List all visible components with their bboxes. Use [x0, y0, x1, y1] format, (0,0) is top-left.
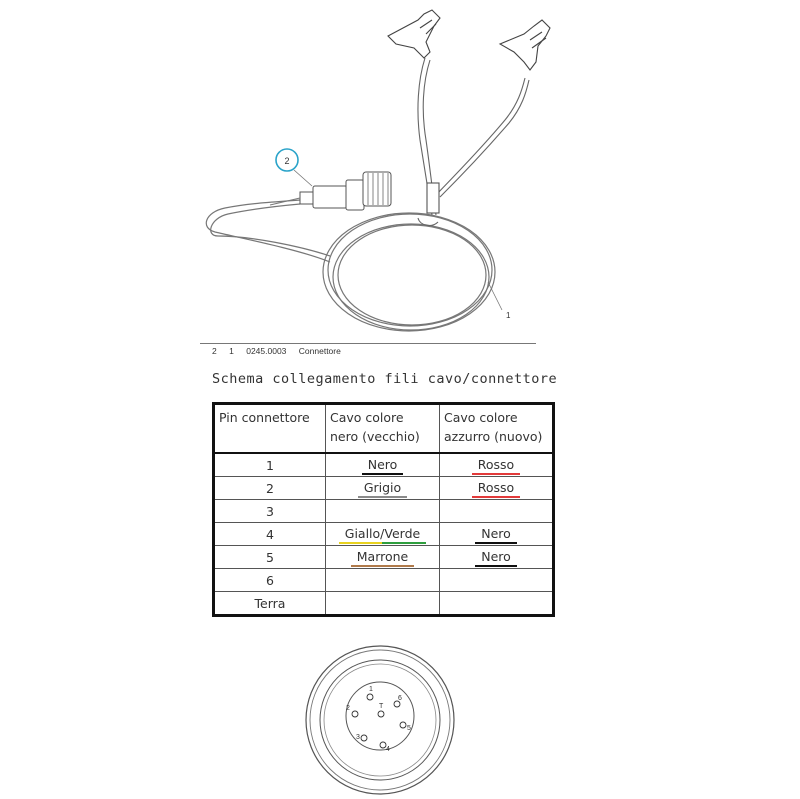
- header-pin-line1: Pin connettore: [219, 410, 310, 425]
- pin-number: 4: [214, 523, 326, 546]
- parts-qty: 1: [229, 346, 234, 356]
- callout-2-label: 2: [284, 156, 290, 166]
- pin-label-3: 3: [356, 734, 360, 741]
- header-pin: [214, 404, 326, 454]
- wire-color-label: [362, 456, 404, 474]
- wire-color-text: Nero: [481, 526, 511, 541]
- wire-color-underline: [351, 565, 415, 567]
- old-cable-color: [326, 453, 440, 477]
- table-row: [214, 569, 554, 592]
- wire-color-label: [475, 525, 517, 543]
- wire-color-label: [475, 548, 517, 566]
- old-cable-color: [326, 546, 440, 569]
- pin-number: 6: [214, 569, 326, 592]
- wire-color-text: Rosso: [477, 457, 515, 472]
- wire-color-underline: [382, 542, 426, 544]
- pin-label-1: 1: [369, 686, 373, 693]
- alligator-clip-right: [500, 20, 550, 70]
- parts-line: [212, 346, 351, 356]
- wire-color-label: [472, 456, 520, 474]
- pin-number: 3: [214, 500, 326, 523]
- clip-wires: [418, 58, 529, 225]
- header-new-line2: azzurro (nuovo): [444, 429, 543, 444]
- header-new: [440, 404, 554, 454]
- pin-number: 1: [214, 453, 326, 477]
- alligator-clip-left: [388, 10, 440, 58]
- connector-body: [270, 172, 391, 210]
- table-row: [214, 592, 554, 616]
- wire-color-underline: [472, 496, 520, 498]
- old-cable-color: [326, 592, 440, 616]
- table-row: [214, 453, 554, 477]
- header-old-line1: Cavo colore: [330, 410, 404, 425]
- wire-color-text: Rosso: [477, 480, 515, 495]
- header-old-line2: nero (vecchio): [330, 429, 420, 444]
- pin-label-6: 6: [398, 695, 402, 702]
- pin-number: 5: [214, 546, 326, 569]
- new-cable-color: [440, 569, 554, 592]
- pin-table: [212, 402, 555, 617]
- wire-color-text: Giallo/Verde: [344, 526, 421, 541]
- wire-color-underline: [472, 473, 520, 475]
- header-old: [326, 404, 440, 454]
- table-row: [214, 477, 554, 500]
- pin-table-header: [214, 404, 554, 454]
- callout-2: [276, 149, 312, 186]
- wire-color-label: [358, 479, 407, 497]
- table-row: [214, 500, 554, 523]
- parts-description: Connettore: [298, 346, 341, 356]
- old-cable-color: [326, 523, 440, 546]
- new-cable-color: [440, 546, 554, 569]
- parts-code: 0245.0003: [246, 346, 287, 356]
- old-cable-color: [326, 500, 440, 523]
- wire-color-label: [339, 525, 426, 543]
- wire-color-underline: [475, 542, 517, 544]
- wire-color-underline: [358, 496, 407, 498]
- old-cable-color: [326, 477, 440, 500]
- wire-color-text: Nero: [481, 549, 511, 564]
- wire-color-underline: [362, 473, 404, 475]
- new-cable-color: [440, 500, 554, 523]
- wire-color-underline: [339, 542, 383, 544]
- callout-1-label: 1: [506, 311, 511, 320]
- pin-label-4: 4: [386, 746, 390, 753]
- new-cable-color: [440, 523, 554, 546]
- parts-item: 2: [212, 346, 217, 356]
- pin-number: 2: [214, 477, 326, 500]
- connector-face: [306, 646, 454, 794]
- new-cable-color: [440, 592, 554, 616]
- schema-title: Schema collegamento fili cavo/connettore: [212, 371, 558, 387]
- wire-color-label: [472, 479, 520, 497]
- wire-color-text: Marrone: [356, 549, 409, 564]
- wire-color-text: Nero: [367, 457, 398, 472]
- wire-color-text: Grigio: [363, 480, 402, 495]
- wire-color-label: [351, 548, 415, 566]
- header-new-line1: Cavo colore: [444, 410, 518, 425]
- table-row: [214, 546, 554, 569]
- cable-coil: [206, 200, 495, 331]
- table-row: [214, 523, 554, 546]
- pin-number: Terra: [214, 592, 326, 616]
- wire-color-underline: [475, 565, 517, 567]
- pin-label-2: 2: [346, 705, 350, 712]
- pin-label-t: T: [379, 703, 384, 710]
- old-cable-color: [326, 569, 440, 592]
- pin-table-body: [214, 453, 554, 616]
- pin-label-5: 5: [407, 725, 411, 732]
- new-cable-color: [440, 477, 554, 500]
- parts-rule: [200, 343, 536, 344]
- new-cable-color: [440, 453, 554, 477]
